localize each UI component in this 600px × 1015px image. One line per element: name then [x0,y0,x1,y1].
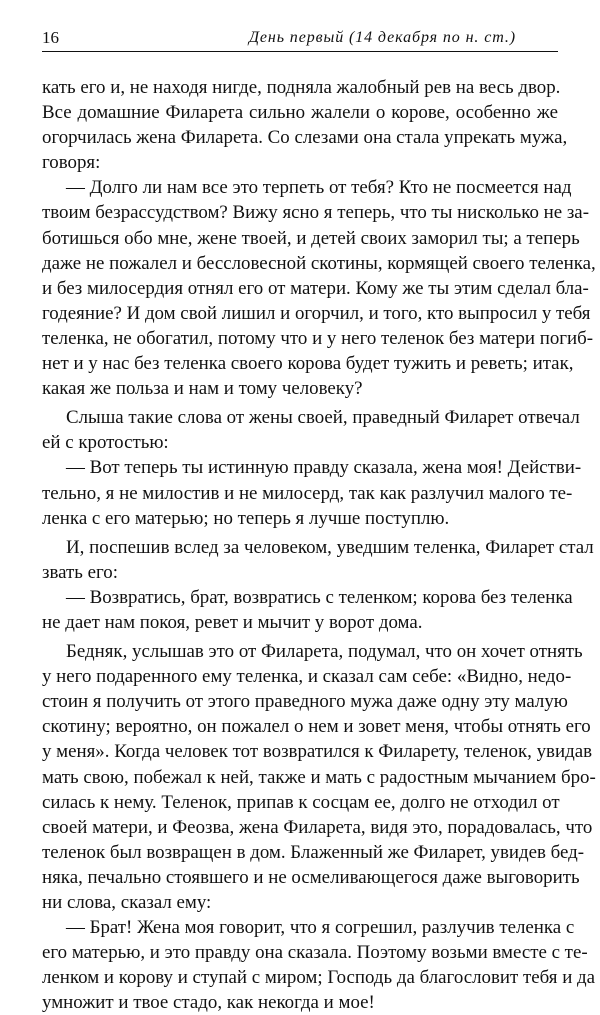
text-line: какая же польза и нам и тому человеку? [42,378,363,400]
text-line: нет и у нас без теленка своего корова будет тужить и реветь; итак, [42,353,574,375]
text-line: не дает нам покоя, ревет и мычит у ворот дома. [42,611,423,633]
text-line: умножит и твое стадо, как некогда и мое! [42,992,375,1014]
text-line: ботишься обо мне, жене твоей, и детей своих заморил ты; а теперь [42,227,580,249]
text-line: — Возвратись, брат, возвратись с теленком; корова без теленка [66,586,573,608]
text-line: говоря: [42,152,101,174]
text-line: ленка с его матерью; но теперь я лучше поступлю. [42,507,450,529]
text-line: ей с кротостью: [42,432,169,454]
text-line: твоим безрассудством? Вижу ясно я теперь, что ты нисколько не за- [42,202,589,224]
text-line: звать его: [42,561,118,583]
page-number: 16 [42,28,59,47]
text-line: тельно, я не милостив и не милосерд, так как разлучил малого те- [42,482,573,504]
text-line: Бедняк, услышав это от Филарета, подумал, что он хочет отнять [66,641,583,663]
text-line: и без милосердия отнял его от матери. Кому же ты этим сделал бла- [42,277,589,299]
text-line: годеяние? И дом свой лишил и огорчил, и того, кто выпросил у тебя [42,302,591,324]
text-line: кать его и, не находя нигде, подняла жалобный рев на весь двор. [42,77,561,98]
text-line: теленка, не обогатил, потому что и у него теленок без матери погиб- [42,327,594,349]
text-line: — Брат! Жена моя говорит, что я согрешил, разлучив теленка с [66,917,575,939]
text-line: няка, печально стоявшего и не осмеливающегося даже выговорить [42,866,580,888]
text-line: Слыша такие слова от жены своей, праведный Филарет отвечал [66,407,580,429]
text-line: И, поспешив вслед за человеком, уведшим теленка, Филарет стал [66,536,594,558]
text-line: ленком и корову и ступай с миром; Господь да благословит тебя и да [42,967,596,989]
text-line: теленок был возвращен в дом. Блаженный же Филарет, увидев бед- [42,841,585,863]
running-header-title: День первый (14 декабря по н. ст.) [248,29,516,46]
text-line: — Долго ли нам все это терпеть от тебя? Кто не посмеется над [66,177,572,199]
text-line: скотину; вероятно, он пожалел о нем и зовет меня, чтобы отнять его [42,716,591,738]
text-line: его матерью, и это правду она сказала. Поэтому возьми вместе с те- [42,942,588,964]
text-line: силась к нему. Теленок, припав к сосцам ее, долго не отходил от [42,791,560,813]
text-line: Все домашние Филарета сильно жалели о корове, особенно же [42,102,558,124]
text-line: своей матери, и Феозва, жена Филарета, видя это, порадовалась, что [42,816,593,838]
text-line: у него подаренного ему теленка, и сказал сам себе: «Видно, недо- [42,666,572,688]
body-text [42,75,596,1015]
text-line: огорчилась жена Филарета. Со слезами она стала упрекать мужа, [42,127,568,149]
running-header [42,27,558,52]
book-page [42,27,596,1015]
text-line: — Вот теперь ты истинную правду сказала, жена моя! Действи- [66,457,582,479]
text-line: даже не пожалел и бессловесной скотины, кормящей своего теленка, [42,252,596,274]
text-line: у меня». Когда человек тот возвратился к Филарету, теленок, увидав [42,741,593,763]
text-line: стоин я получить от этого праведного мужа даже одну эту малую [42,691,568,713]
text-line: ни слова, сказал ему: [42,892,212,913]
text-line: мать свою, побежал к ней, также и мать с радостным мычанием бро- [42,766,596,788]
